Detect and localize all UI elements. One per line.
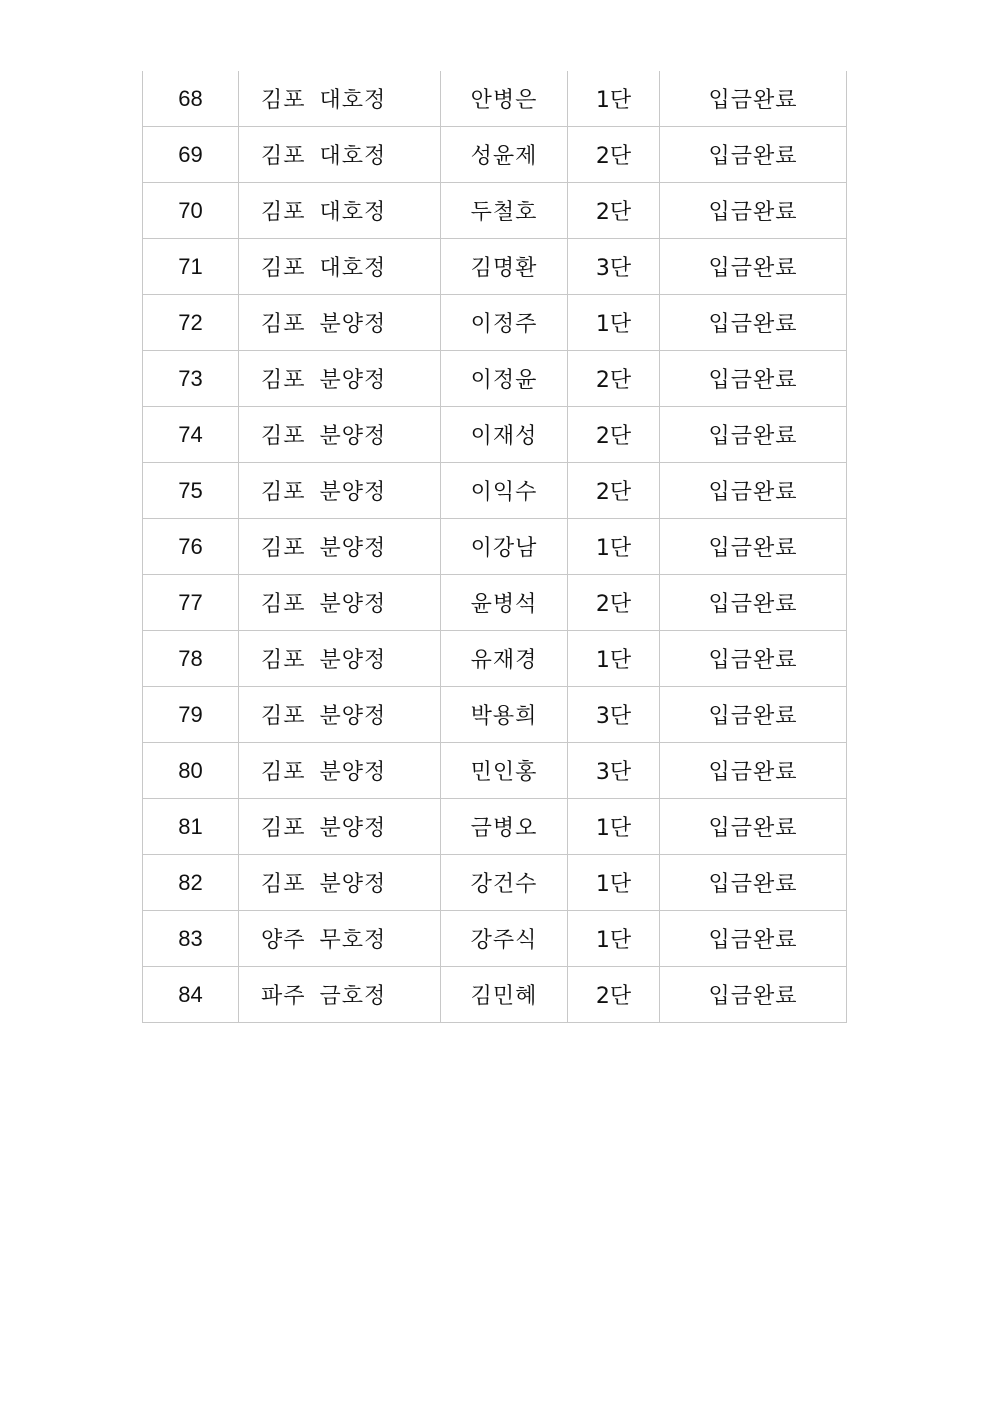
table-row (143, 127, 847, 183)
club-name: 분양정 (319, 648, 387, 673)
rank-level: 1단 (568, 519, 660, 575)
region-name: 파주 (261, 984, 306, 1009)
club-cell (239, 407, 441, 463)
table-row (143, 575, 847, 631)
member-name: 이정윤 (441, 351, 568, 407)
member-name: 두철호 (441, 183, 568, 239)
member-name: 안병은 (441, 71, 568, 127)
row-number: 69 (143, 127, 239, 183)
club-cell (239, 239, 441, 295)
member-name: 민인홍 (441, 743, 568, 799)
member-name: 박용희 (441, 687, 568, 743)
club-cell (239, 799, 441, 855)
rank-level: 3단 (568, 743, 660, 799)
club-cell (239, 351, 441, 407)
club-cell (239, 295, 441, 351)
row-number: 83 (143, 911, 239, 967)
participant-table (142, 71, 847, 1023)
payment-status: 입금완료 (660, 967, 847, 1023)
region-name: 양주 (261, 928, 306, 953)
rank-level: 2단 (568, 127, 660, 183)
payment-status: 입금완료 (660, 407, 847, 463)
region-name: 김포 (261, 704, 306, 729)
table-row (143, 687, 847, 743)
row-number: 68 (143, 71, 239, 127)
row-number: 70 (143, 183, 239, 239)
rank-level: 1단 (568, 799, 660, 855)
region-name: 김포 (261, 256, 306, 281)
club-cell (239, 967, 441, 1023)
table-row (143, 71, 847, 127)
payment-status: 입금완료 (660, 463, 847, 519)
club-name: 분양정 (319, 760, 387, 785)
club-name: 분양정 (319, 480, 387, 505)
club-cell (239, 743, 441, 799)
region-name: 김포 (261, 760, 306, 785)
club-name: 대호정 (319, 144, 387, 169)
region-name: 김포 (261, 88, 306, 113)
club-name: 분양정 (319, 872, 387, 897)
member-name: 성윤제 (441, 127, 568, 183)
rank-level: 3단 (568, 239, 660, 295)
table-row (143, 911, 847, 967)
table-row (143, 855, 847, 911)
rank-level: 1단 (568, 71, 660, 127)
table-row (143, 519, 847, 575)
member-name: 유재경 (441, 631, 568, 687)
row-number: 74 (143, 407, 239, 463)
club-cell (239, 575, 441, 631)
club-name: 금호정 (319, 984, 387, 1009)
payment-status: 입금완료 (660, 183, 847, 239)
club-name: 분양정 (319, 312, 387, 337)
rank-level: 2단 (568, 967, 660, 1023)
member-name: 강주식 (441, 911, 568, 967)
payment-status: 입금완료 (660, 631, 847, 687)
member-name: 이강남 (441, 519, 568, 575)
rank-level: 1단 (568, 855, 660, 911)
region-name: 김포 (261, 592, 306, 617)
payment-status: 입금완료 (660, 295, 847, 351)
rank-level: 2단 (568, 407, 660, 463)
member-name: 이정주 (441, 295, 568, 351)
club-cell (239, 855, 441, 911)
table-body (143, 71, 847, 1023)
table-row (143, 463, 847, 519)
club-cell (239, 519, 441, 575)
payment-status: 입금완료 (660, 239, 847, 295)
payment-status: 입금완료 (660, 351, 847, 407)
payment-status: 입금완료 (660, 911, 847, 967)
club-cell (239, 687, 441, 743)
club-cell (239, 463, 441, 519)
table-row (143, 351, 847, 407)
club-name: 분양정 (319, 424, 387, 449)
row-number: 84 (143, 967, 239, 1023)
row-number: 78 (143, 631, 239, 687)
rank-level: 1단 (568, 911, 660, 967)
row-number: 76 (143, 519, 239, 575)
payment-status: 입금완료 (660, 743, 847, 799)
row-number: 81 (143, 799, 239, 855)
club-name: 무호정 (319, 928, 387, 953)
member-name: 이익수 (441, 463, 568, 519)
row-number: 72 (143, 295, 239, 351)
rank-level: 1단 (568, 295, 660, 351)
rank-level: 2단 (568, 351, 660, 407)
rank-level: 2단 (568, 575, 660, 631)
region-name: 김포 (261, 200, 306, 225)
region-name: 김포 (261, 648, 306, 673)
payment-status: 입금완료 (660, 575, 847, 631)
region-name: 김포 (261, 368, 306, 393)
club-name: 분양정 (319, 536, 387, 561)
region-name: 김포 (261, 816, 306, 841)
row-number: 71 (143, 239, 239, 295)
row-number: 75 (143, 463, 239, 519)
payment-status: 입금완료 (660, 855, 847, 911)
region-name: 김포 (261, 312, 306, 337)
rank-level: 3단 (568, 687, 660, 743)
row-number: 77 (143, 575, 239, 631)
table-row (143, 967, 847, 1023)
member-name: 이재성 (441, 407, 568, 463)
region-name: 김포 (261, 872, 306, 897)
club-name: 분양정 (319, 704, 387, 729)
region-name: 김포 (261, 144, 306, 169)
table-row (143, 631, 847, 687)
rank-level: 1단 (568, 631, 660, 687)
club-cell (239, 127, 441, 183)
table-row (143, 239, 847, 295)
club-name: 대호정 (319, 88, 387, 113)
region-name: 김포 (261, 536, 306, 561)
row-number: 82 (143, 855, 239, 911)
rank-level: 2단 (568, 183, 660, 239)
club-name: 대호정 (319, 200, 387, 225)
row-number: 73 (143, 351, 239, 407)
table-row (143, 407, 847, 463)
member-name: 윤병석 (441, 575, 568, 631)
club-cell (239, 183, 441, 239)
payment-status: 입금완료 (660, 127, 847, 183)
row-number: 79 (143, 687, 239, 743)
member-name: 강건수 (441, 855, 568, 911)
club-cell (239, 631, 441, 687)
rank-level: 2단 (568, 463, 660, 519)
region-name: 김포 (261, 424, 306, 449)
club-name: 분양정 (319, 592, 387, 617)
club-name: 분양정 (319, 816, 387, 841)
club-name: 대호정 (319, 256, 387, 281)
row-number: 80 (143, 743, 239, 799)
member-name: 금병오 (441, 799, 568, 855)
table-row (143, 799, 847, 855)
club-cell (239, 911, 441, 967)
payment-status: 입금완료 (660, 799, 847, 855)
payment-status: 입금완료 (660, 519, 847, 575)
member-name: 김명환 (441, 239, 568, 295)
member-name: 김민혜 (441, 967, 568, 1023)
payment-status: 입금완료 (660, 687, 847, 743)
table-row (143, 295, 847, 351)
table-row (143, 183, 847, 239)
table-row (143, 743, 847, 799)
club-name: 분양정 (319, 368, 387, 393)
region-name: 김포 (261, 480, 306, 505)
payment-status: 입금완료 (660, 71, 847, 127)
club-cell (239, 71, 441, 127)
